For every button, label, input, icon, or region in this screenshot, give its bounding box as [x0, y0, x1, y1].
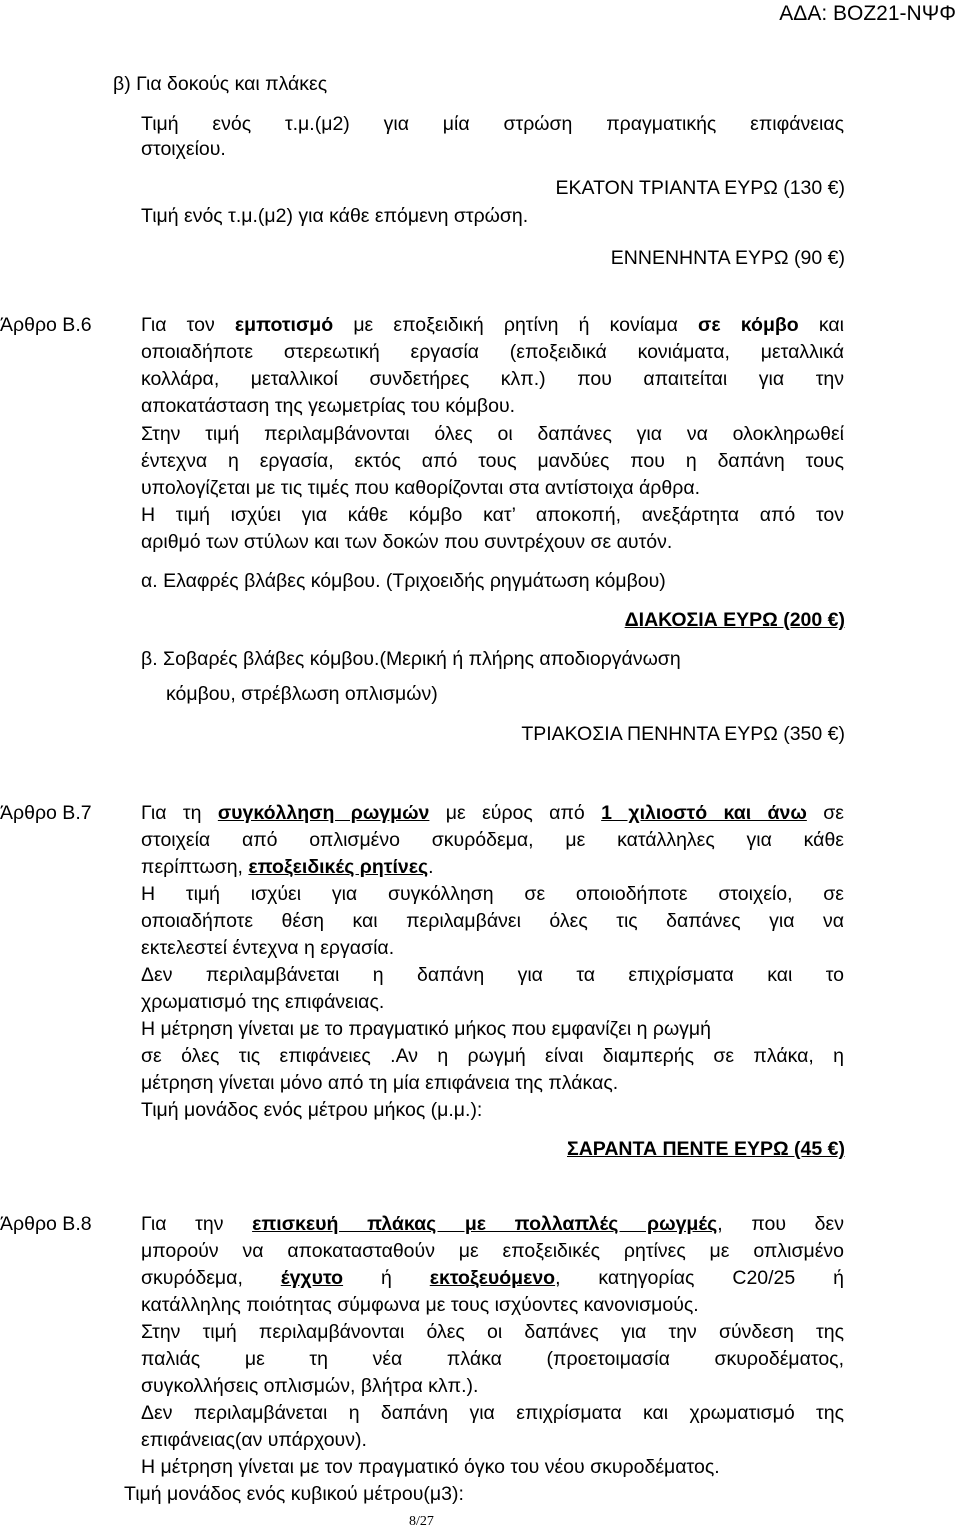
- article-b6-line-7: υπολογίζεται με τις τιμές που καθορίζονται στα αντίστοιχα άρθρα.: [141, 477, 701, 499]
- article-b6-line-1: Για τον εμποτισμό με εποξειδική ρητίνη ή κονίαμα σε κόμβο και: [141, 314, 844, 336]
- article-b7-line-8: χρωματισμό της επιφάνειας.: [141, 991, 385, 1013]
- article-b8-line-4: κατάλληλης ποιότητας σύμφωνα με τους ισχύοντες κανονισμούς.: [141, 1294, 699, 1316]
- article-b7-line-12: Τιμή μονάδος ενός μέτρου μήκος (μ.μ.):: [141, 1099, 483, 1121]
- section-b-price-2: ΕΝΝΕΝΗΝΤΑ ΕΥΡΩ (90 €): [610, 247, 845, 269]
- article-b7-line-11: μέτρηση γίνεται μόνο από τη μία επιφάνεια της πλάκας.: [141, 1072, 619, 1094]
- section-b-line-3: Τιμή ενός τ.μ.(μ2) για κάθε επόμενη στρώση.: [141, 205, 529, 227]
- article-b8-line-6: παλιάς με τη νέα πλάκα (προετοιμασία σκυροδέματος,: [141, 1348, 844, 1370]
- section-b-price-1: ΕΚΑΤΟΝ ΤΡΙΑΝΤΑ ΕΥΡΩ (130 €): [555, 177, 845, 199]
- article-b6-line-5: Στην τιμή περιλαμβάνονται όλες οι δαπάνες για να ολοκληρωθεί: [141, 423, 844, 445]
- article-b6-price-b: ΤΡΙΑΚΟΣΙΑ ΠΕΝΗΝΤΑ ΕΥΡΩ (350 €): [521, 723, 845, 745]
- article-b6-line-4: αποκατάσταση της γεωμετρίας του κόμβου.: [141, 395, 516, 417]
- ada-header: ΑΔΑ: ΒΟΖ21-ΝΨΦ: [779, 2, 956, 25]
- article-b6-label: Άρθρο Β.6: [0, 314, 92, 336]
- article-b7-price: ΣΑΡΑΝΤΑ ΠΕΝΤΕ ΕΥΡΩ (45 €): [567, 1138, 845, 1160]
- article-b6-item-a: α. Ελαφρές βλάβες κόμβου. (Τριχοειδής ρηγμάτωση κόμβου): [141, 570, 666, 592]
- article-b7-line-9: Η μέτρηση γίνεται με το πραγματικό μήκος που εμφανίζει η ρωγμή: [141, 1018, 712, 1040]
- article-b7-line-2: στοιχεία από οπλισμένο σκυρόδεμα, με κατάλληλες για κάθε: [141, 829, 844, 851]
- article-b7-line-6: εκτελεστεί έντεχνα η εργασία.: [141, 937, 395, 959]
- article-b8-line-5: Στην τιμή περιλαμβάνονται όλες οι δαπάνες για την σύνδεση της: [141, 1321, 844, 1343]
- article-b6-line-6: έντεχνα η εργασία, εκτός από τους μανδύες που η δαπάνη τους: [141, 450, 844, 472]
- section-b-title: β) Για δοκούς και πλάκες: [113, 73, 328, 95]
- article-b8-line-8: Δεν περιλαμβάνεται η δαπάνη για επιχρίσματα και χρωματισμό της: [141, 1402, 844, 1424]
- article-b6-price-a: ΔΙΑΚΟΣΙΑ ΕΥΡΩ (200 €): [624, 609, 845, 631]
- article-b6-line-8: Η τιμή ισχύει για κάθε κόμβο κατ’ αποκοπή, ανεξάρτητα από τον: [141, 504, 844, 526]
- article-b8-line-1: Για την επισκευή πλάκας με πολλαπλές ρωγμές, που δεν: [141, 1213, 844, 1235]
- article-b6-line-9: αριθμό των στύλων και των δοκών που συντρέχουν σε αυτόν.: [141, 531, 673, 553]
- article-b7-label: Άρθρο Β.7: [0, 802, 92, 824]
- article-b6-line-2: οποιαδήποτε στερεωτική εργασία (εποξειδικά κονιάματα, μεταλλικά: [141, 341, 844, 363]
- article-b8-line-7: συγκολλήσεις οπλισμών, βλήτρα κλπ.).: [141, 1375, 479, 1397]
- article-b8-line-9: επιφάνειας(αν υπάρχουν).: [141, 1429, 367, 1451]
- article-b8-line-10: Η μέτρηση γίνεται με τον πραγματικό όγκο του νέου σκυροδέματος.: [141, 1456, 720, 1478]
- section-b-line-2: στοιχείου.: [141, 138, 226, 160]
- article-b7-line-5: οποιαδήποτε θέση και περιλαμβάνει όλες τις δαπάνες για να: [141, 910, 844, 932]
- article-b8-line-3: σκυρόδεμα, έγχυτο ή εκτοξευόμενο, κατηγορίας C20/25 ή: [141, 1267, 844, 1289]
- article-b7-line-3: περίπτωση, εποξειδικές ρητίνες.: [141, 856, 434, 878]
- section-b-line-1: Τιμή ενός τ.μ.(μ2) για μία στρώση πραγματικής επιφάνειας: [141, 113, 844, 135]
- article-b6-line-3: κολλάρα, μεταλλικοί συνδετήρες κλπ.) που απαιτείται για την: [141, 368, 844, 390]
- article-b8-line-11: Τιμή μονάδος ενός κυβικού μέτρου(μ3):: [124, 1483, 464, 1505]
- article-b6-item-b-line-2: κόμβου, στρέβλωση οπλισμών): [166, 683, 438, 705]
- article-b7-line-7: Δεν περιλαμβάνεται η δαπάνη για τα επιχρίσματα και το: [141, 964, 844, 986]
- article-b7-line-10: σε όλες τις επιφάνειες .Αν η ρωγμή είναι διαμπερής σε πλάκα, η: [141, 1045, 844, 1067]
- article-b7-line-1: Για τη συγκόλληση ρωγμών με εύρος από 1 χιλιοστό και άνω σε: [141, 802, 844, 824]
- article-b7-line-4: Η τιμή ισχύει για συγκόλληση σε οποιοδήποτε στοιχείο, σε: [141, 883, 844, 905]
- article-b8-label: Άρθρο Β.8: [0, 1213, 92, 1235]
- page-number: 8/27: [409, 1514, 434, 1529]
- article-b8-line-2: μπορούν να αποκατασταθούν με εποξειδικές ρητίνες με οπλισμένο: [141, 1240, 844, 1262]
- article-b6-item-b-line-1: β. Σοβαρές βλάβες κόμβου.(Μερική ή πλήρης αποδιοργάνωση: [141, 648, 681, 670]
